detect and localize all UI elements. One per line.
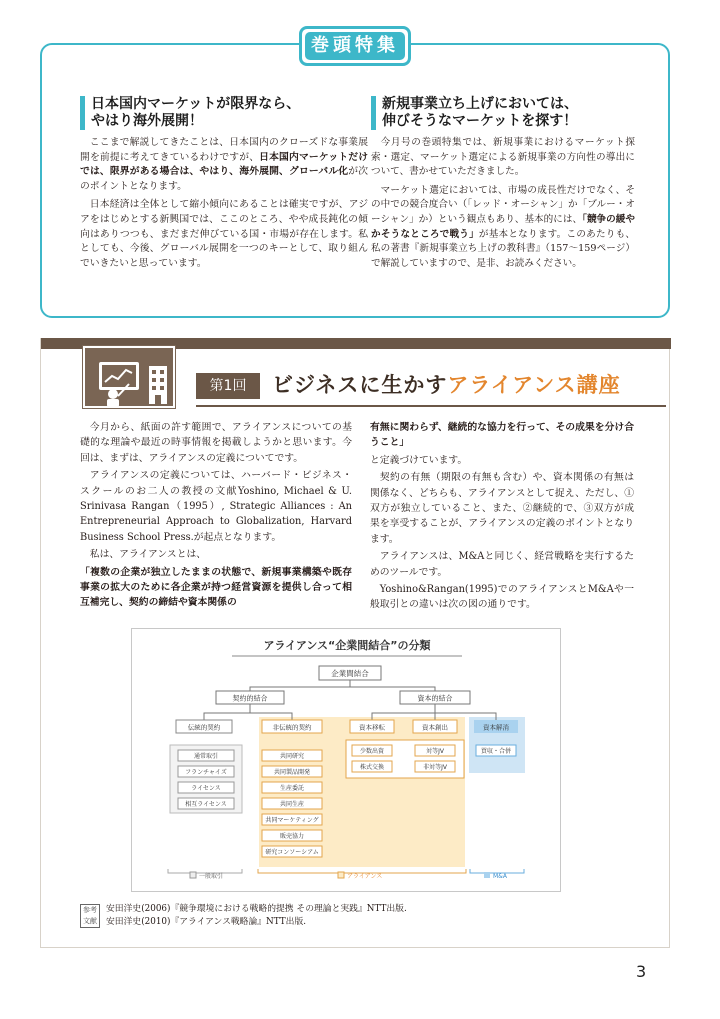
lecture-left-paragraph-3: 私は、アライアンスとは、 <box>89 549 207 561</box>
legend-alliance: アライアンス <box>347 873 383 880</box>
item-dissolve-0: 買収・合併 <box>480 748 512 755</box>
lecture-left-column <box>80 420 352 611</box>
text: が基本となります。このあたりも、私の著書『新規事業立ち上げの教科書』（157〜159ページ）で解説していますので、是非、お読みください。 <box>371 228 636 269</box>
reference-item: 安田洋史(2010)『アライアンス戦略論』NTT出版. <box>106 917 307 927</box>
text: が次のポイントとなります。 <box>80 166 368 192</box>
connector <box>204 704 250 720</box>
node-traditional-label: 伝統的契約 <box>187 723 221 732</box>
legend-ma: M&A <box>493 873 507 880</box>
lecture-title-part2: アライアンス講座 <box>447 373 621 397</box>
lecture-right-paragraph-3: アライアンスは、M&Aと同じく、経営戦略を実行するためのツールです。 <box>370 551 634 578</box>
legend-swatch-alliance <box>338 872 344 878</box>
lecture-right-paragraph-2: 契約の有無（期限の有無も含む）や、資本関係の有無は関係なく、どちらも、アライアンスとして捉え、ただし、①双方が独立していること、また、②継続的で、③双方が成果を享受することが、アライアンスの定義のポイントとなります。 <box>370 472 634 545</box>
item-alliance-4: 共同マーケティング <box>265 817 319 824</box>
feature-badge <box>299 26 411 66</box>
lecture-left-paragraph-1: 今月から、紙面の許す範囲で、アライアンスについての基礎的な理論や最近の時事情報を掲載しようかと思います。今回は、まずは、アライアンスの定義についてです。 <box>80 422 352 464</box>
feature-right-column <box>371 96 635 271</box>
lecture-definition-quote: 「複数の企業が独立したままの状態で、新規事業構築や既存事業の拡大のために各企業が持つ経営資源を提供し合って相互補完し、契約の締結や資本関係の <box>80 566 352 609</box>
feature-right-paragraph-2 <box>371 184 635 272</box>
feature-right-heading <box>371 96 635 130</box>
connector <box>350 687 435 691</box>
item-transfer-0: 少数出資 <box>359 748 385 755</box>
feature-badge-label: 巻頭特集 <box>305 32 405 60</box>
lecture-right-paragraph-4: Yoshino&Rangan(1995)でのアライアンスとM&Aや一般取引との違いは次の図の通りです。 <box>370 584 634 611</box>
node-cap-transfer-label: 資本移転 <box>359 723 385 732</box>
feature-right-heading-line1: 新規事業立ち上げにおいては、 <box>382 96 578 112</box>
item-create-1: 非対等JV <box>423 764 447 771</box>
presentation-icon <box>83 346 175 408</box>
item-general-3: 相互ライセンス <box>185 801 227 808</box>
feature-right-heading-line2: 伸びそうなマーケットを探す！ <box>382 113 578 129</box>
item-alliance-2: 生産委託 <box>279 785 305 792</box>
lecture-title-underline <box>196 405 666 407</box>
text: ここまで解説してきたことは、日本国内のクローズドな事業展開を前提に考えてきているわけですが、 <box>80 137 368 163</box>
references-label <box>80 904 100 928</box>
lecture-left-paragraph-2: アライアンスの定義については、ハーバード・ビジネス・スクールのお二人の教授の文献Yoshino, Michael & U. Srinivasa Rangan（1995）, Strategic Alliances : An Entrepreneurial Approach to Globalization, Harvard Business School Press.が起点となります。 <box>80 470 352 543</box>
item-alliance-0: 共同研究 <box>279 753 305 760</box>
item-alliance-6: 研究コンソーシアム <box>265 849 319 856</box>
capital-dissolve-items <box>476 745 516 756</box>
node-cap-dissolve-label: 資本解消 <box>483 723 509 732</box>
page-number: 3 <box>636 962 647 981</box>
lecture-title-part1: ビジネスに生かす <box>272 373 448 397</box>
node-capital-label: 資本的結合 <box>417 694 453 703</box>
node-contract-label: 契約的結合 <box>232 694 268 703</box>
item-general-0: 通常取引 <box>193 753 219 760</box>
feature-right-paragraph-1: 今月号の巻頭特集では、新規事業におけるマーケット探索・選定、マーケット選定による新規事業の方向性の導出について、書かせていただきました。 <box>371 137 635 178</box>
item-transfer-1: 株式交換 <box>359 764 385 771</box>
node-nontraditional-label: 非伝統的契約 <box>272 723 312 732</box>
emphasis: 「競争の緩やかそうなところで戦う」 <box>371 213 635 240</box>
alliance-classification-diagram <box>131 628 561 892</box>
item-create-0: 対等JV <box>426 748 444 755</box>
node-cap-create-label: 資本創出 <box>422 723 448 732</box>
item-alliance-3: 共同生産 <box>279 801 305 808</box>
diagram-title: アライアンス“企業間結合”の分類 <box>263 639 431 652</box>
feature-left-column <box>80 96 368 271</box>
legend-swatch-general <box>190 872 196 878</box>
reference-item: 安田洋史(2006)『競争環境における戦略的提携 その理論と実践』NTT出版. <box>106 904 407 914</box>
references-label-bottom: 文献 <box>83 917 97 925</box>
feature-left-heading-line2: やはり海外展開！ <box>91 113 203 129</box>
legend-swatch-ma <box>484 872 490 878</box>
lecture-right-paragraph-1: と定義づけています。 <box>370 454 468 466</box>
item-general-2: ライセンス <box>191 785 221 792</box>
lecture-definition-quote-end: 有無に関わらず、継続的な協力を行って、その成果を分け合うこと」 <box>370 422 634 449</box>
emphasis: 日本国内マーケットだけでは、限界がある場合は、やはり、海外展開、グローバル化 <box>80 151 368 178</box>
series-number-badge: 第1回 <box>196 373 260 399</box>
feature-left-heading-line1: 日本国内マーケットが限界なら、 <box>91 96 301 112</box>
references-list <box>106 903 506 929</box>
feature-left-paragraph-1 <box>80 136 368 194</box>
node-root-label: 企業間結合 <box>331 669 369 678</box>
lecture-heading <box>196 367 666 407</box>
lecture-right-column <box>370 420 634 613</box>
legend-general: 一般取引 <box>199 873 224 880</box>
text: マーケット選定においては、市場の成長性だけでなく、その中での競合度合い（「レッド・オーシャン」か「ブルー・オーシャン」か）という観点もあり、基本的には、 <box>371 184 635 225</box>
feature-left-paragraph-2: 日本経済は全体として縮小傾向にあることは確実ですが、アジアをはじめとする新興国では、ここのところ、やや成長鈍化の傾向はありつつも、まだまだ伸びている国・市場が存在します。私としても、今後、グローバル展開を一つのキーとして、取り組んでいきたいと思っています。 <box>80 199 368 269</box>
lecture-title <box>272 369 621 401</box>
item-alliance-5: 販売協力 <box>279 833 305 840</box>
references-label-top: 参考 <box>83 906 97 914</box>
feature-left-heading <box>80 96 368 130</box>
nontraditional-items <box>262 750 322 857</box>
item-general-1: フランチャイズ <box>185 769 227 776</box>
item-alliance-1: 共同製品開発 <box>273 769 311 776</box>
connector <box>250 680 350 691</box>
